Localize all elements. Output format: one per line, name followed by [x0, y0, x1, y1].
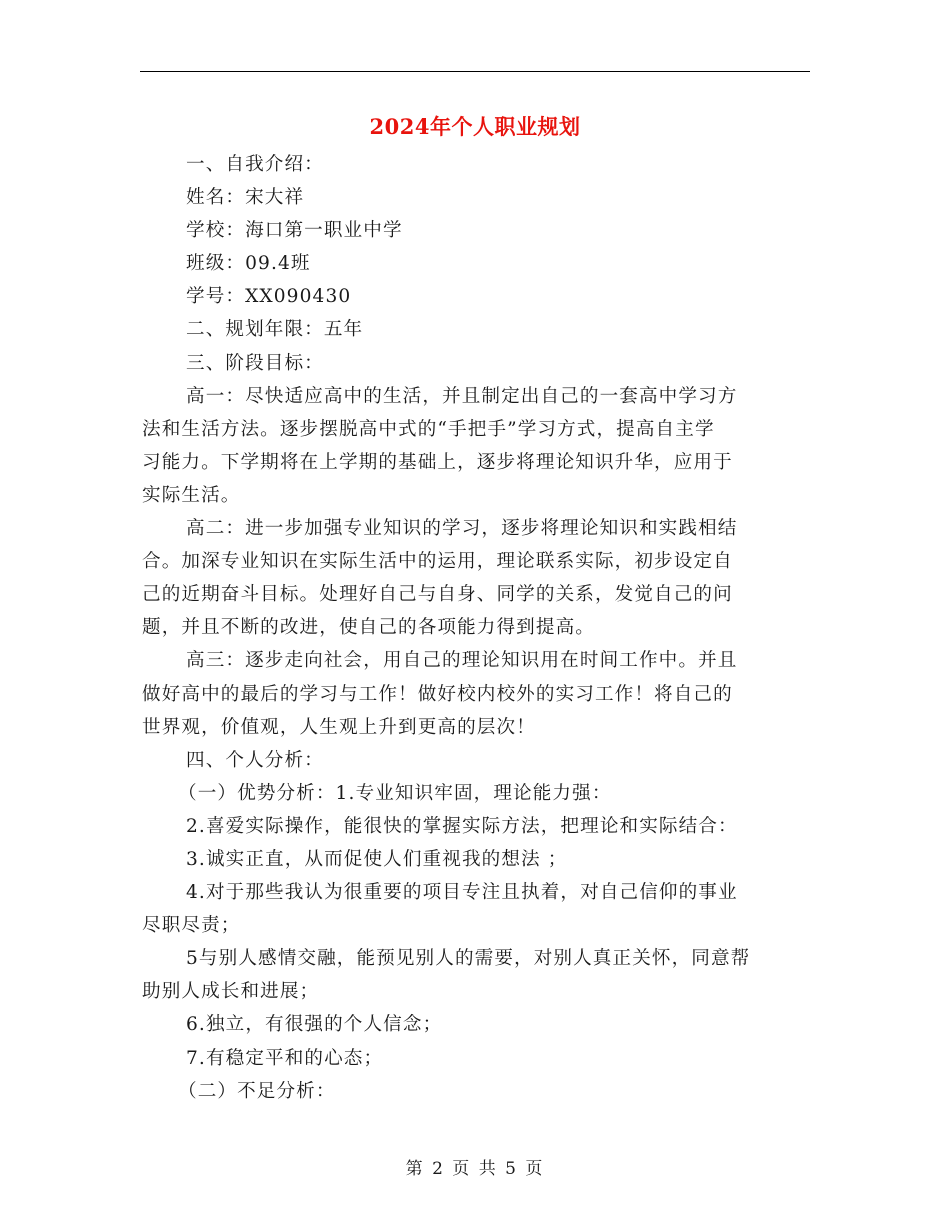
paragraph-line: 己的近期奋斗目标。处理好自己与自身、同学的关系，发觉自己的问	[142, 584, 733, 606]
section-heading: 四、个人分析：	[186, 749, 324, 771]
paragraph-line: 姓名：宋大祥	[186, 187, 305, 209]
paragraph-line: 学校：海口第一职业中学	[186, 220, 403, 242]
header-rule	[140, 71, 810, 72]
paragraph-line: 实际生活。	[142, 484, 241, 506]
paragraph-line: 习能力。下学期将在上学期的基础上，逐步将理论知识升华，应用于	[142, 451, 733, 473]
page-number: 第 2 页 共 5 页	[405, 1159, 545, 1179]
paragraph-line: 法和生活方法。逐步摆脱高中式的“手把手”学习方式，提高自主学	[142, 418, 715, 440]
paragraph-line: 高一：尽快适应高中的生活，并且制定出自己的一套高中学习方	[186, 385, 738, 407]
paragraph-line: 5与别人感情交融，能预见别人的需要，对别人真正关怀，同意帮	[186, 948, 751, 970]
document-title: 2024年个人职业规划	[369, 114, 581, 139]
section-heading: 一、自我介绍：	[186, 154, 324, 175]
paragraph-line: 班级：09.4班	[186, 253, 311, 275]
paragraph-line: 合。加深专业知识在实际生活中的运用，理论联系实际，初步设定自	[142, 551, 733, 573]
paragraph-line: 助别人成长和进展；	[142, 981, 320, 1003]
section-heading: 三、阶段目标：	[186, 352, 324, 374]
section-heading: （二）不足分析：	[178, 1080, 336, 1102]
paragraph-line: 做好高中的最后的学习与工作！做好校内校外的实习工作！将自己的	[142, 683, 733, 705]
paragraph-line: 高二：进一步加强专业知识的学习，逐步将理论知识和实践相结	[186, 518, 738, 540]
paragraph-line: 6.独立，有很强的个人信念；	[186, 1014, 443, 1036]
paragraph-line: 高三：逐步走向社会，用自己的理论知识用在时间工作中。并且	[186, 650, 738, 672]
paragraph-line: 4.对于那些我认为很重要的项目专注且执着，对自己信仰的事业	[186, 882, 738, 904]
paragraph-line: 尽职尽责；	[142, 915, 241, 937]
paragraph-line: 3.诚实正直，从而促使人们重视我的想法 ；	[186, 848, 568, 870]
paragraph-line: 题，并且不断的改进，使自己的各项能力得到提高。	[142, 617, 595, 639]
paragraph-line: 2.喜爱实际操作，能很快的掌握实际方法，把理论和实际结合：	[186, 815, 738, 837]
paragraph-line: 学号：XX090430	[186, 286, 352, 308]
document-body	[142, 148, 810, 1108]
paragraph-line: （一）优势分析：1.专业知识牢固，理论能力强：	[178, 782, 612, 804]
section-heading: 二、规划年限：五年	[186, 319, 364, 341]
paragraph-line: 世界观，价值观，人生观上升到更高的层次！	[142, 716, 536, 738]
paragraph-line: 7.有稳定平和的心态；	[186, 1047, 384, 1069]
